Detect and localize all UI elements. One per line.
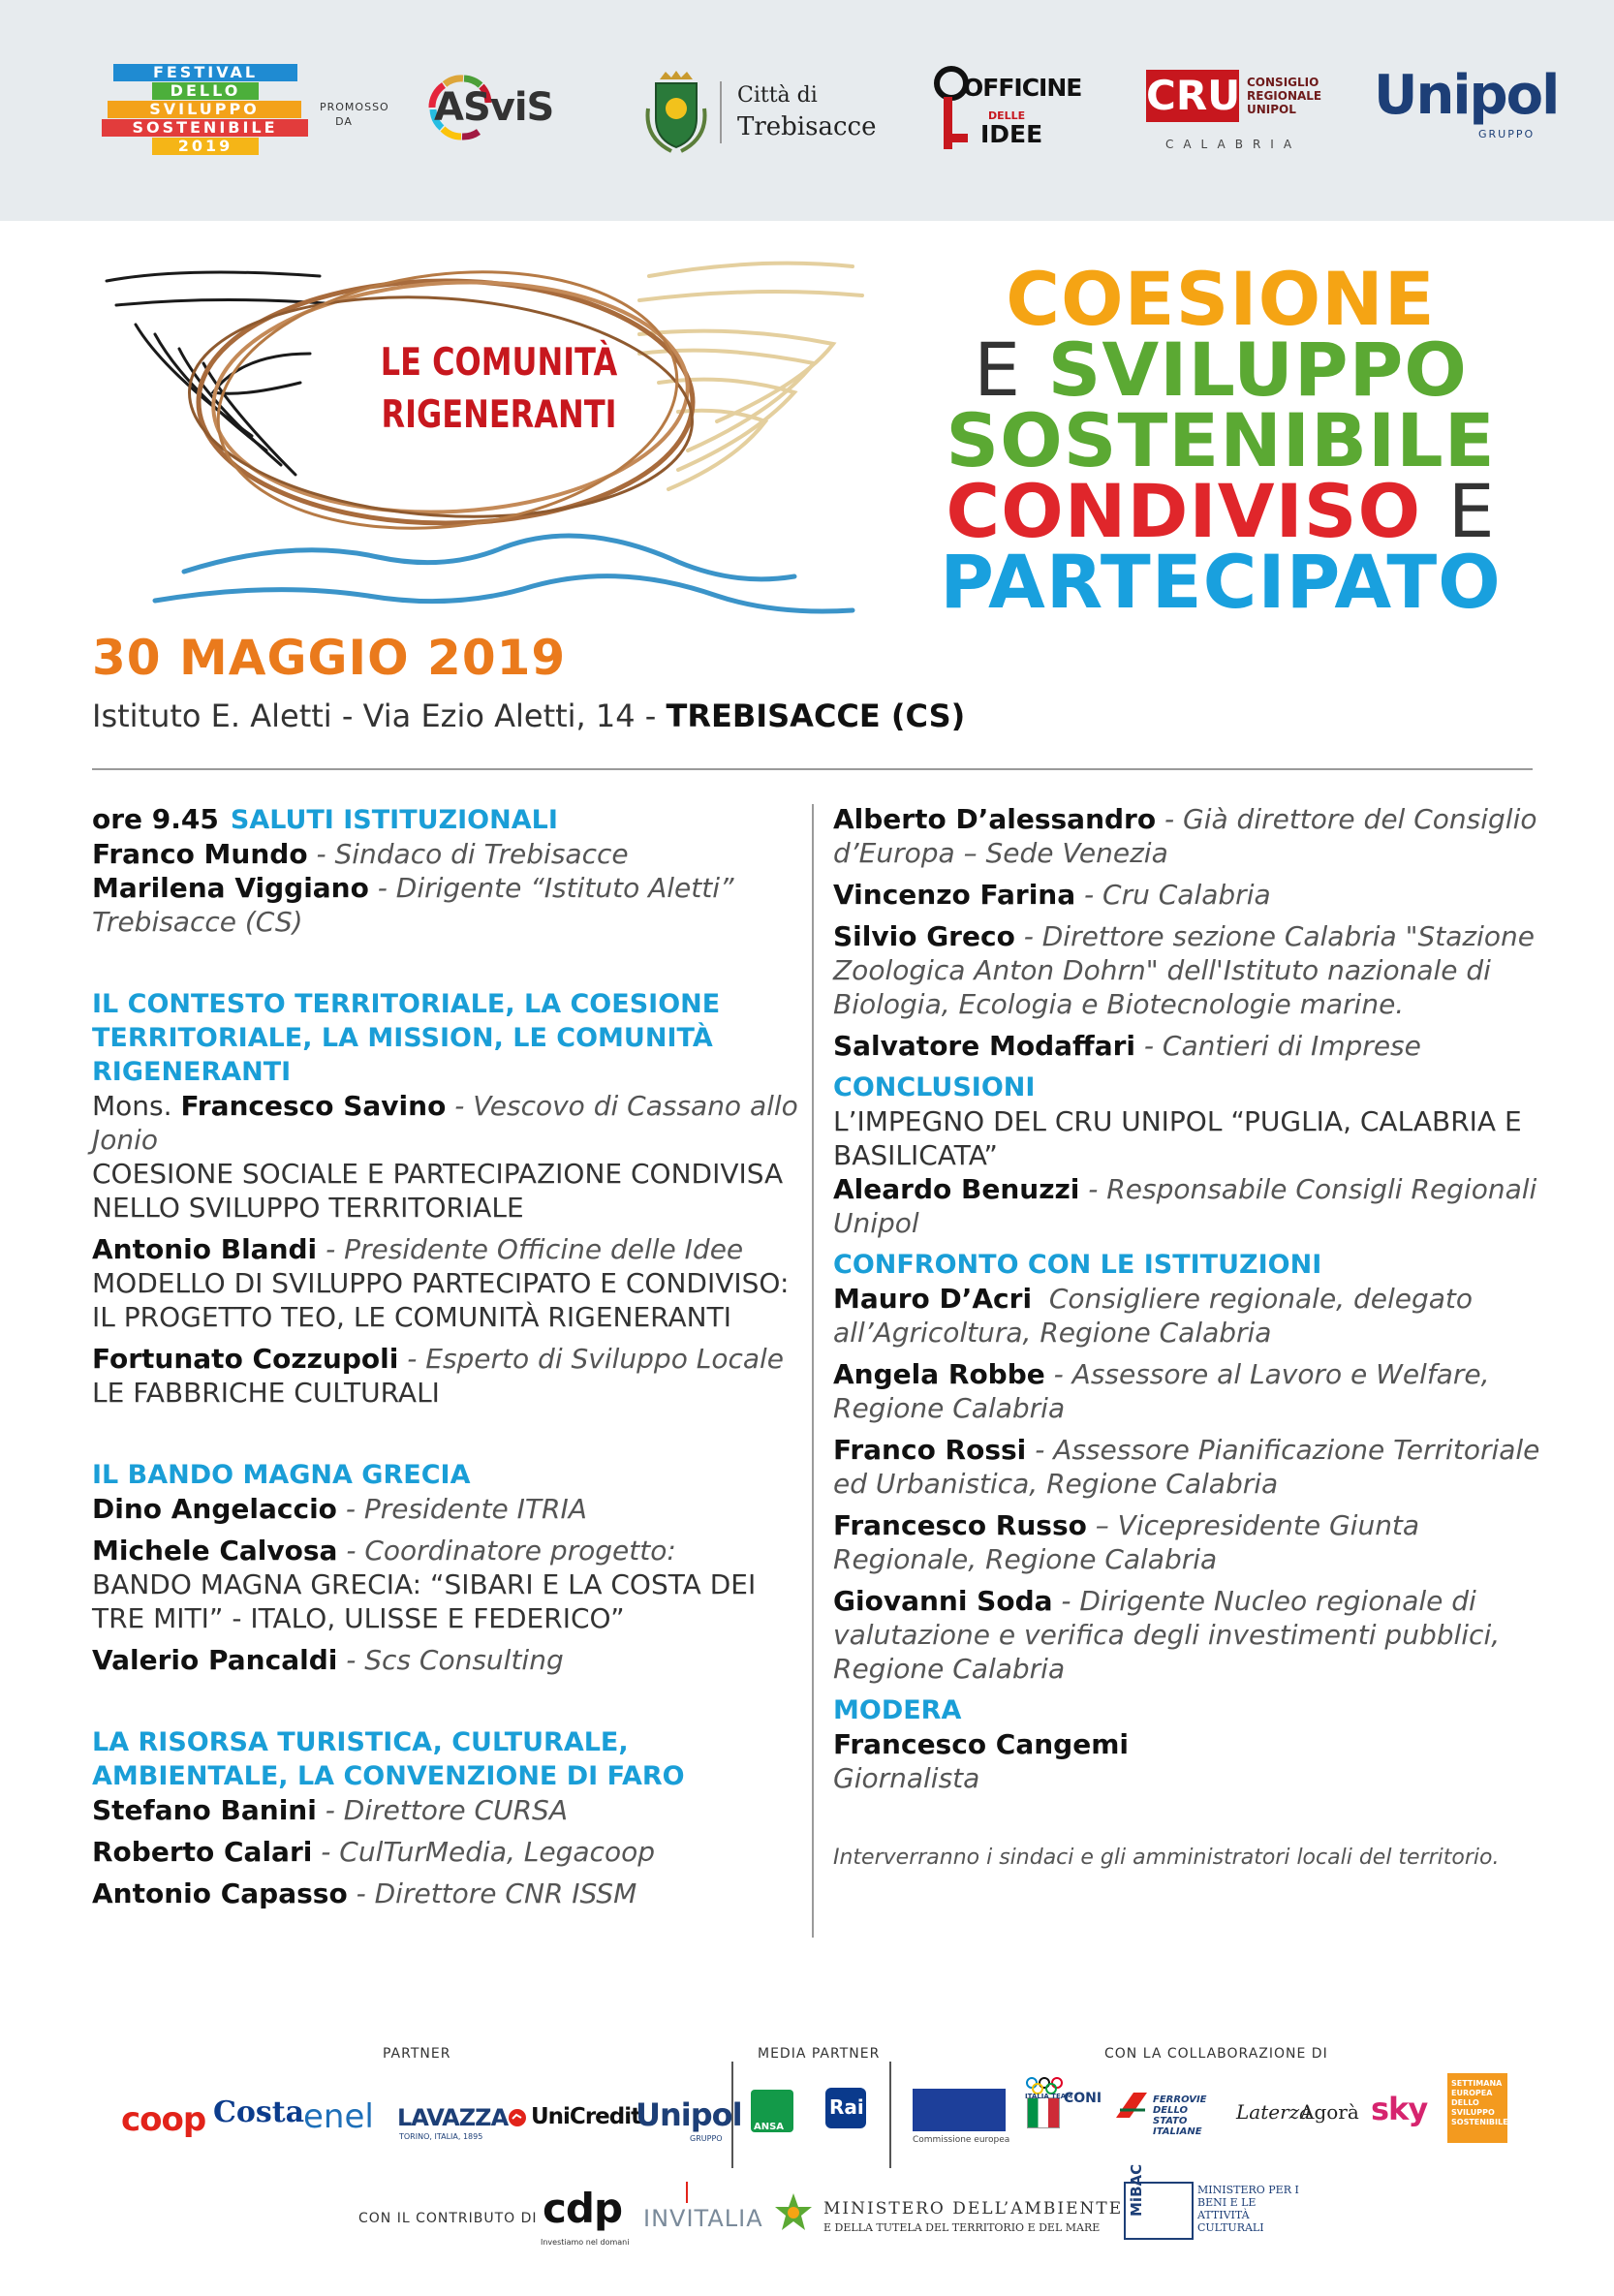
unicredit-logo: UniCredit <box>531 2104 641 2129</box>
promosso-da-label: PROMOSSO DA <box>320 101 389 128</box>
unipol-footer-sub: GRUPPO <box>690 2134 723 2143</box>
section-heading: IL BANDO MAGNA GRECIA <box>92 1460 471 1490</box>
ministero-ambiente-star-icon <box>773 2191 814 2232</box>
speaker-name: Angela Robbe <box>833 1358 1045 1390</box>
speaker-name: Franco Rossi <box>833 1434 1027 1466</box>
trebisacce-logo-divider <box>720 81 722 143</box>
speaker-role: - Direttore CNR ISSM <box>356 1877 637 1909</box>
program-section-relatori <box>833 802 1540 1063</box>
speaker-role: - Assessore Pianificazione Territoriale ed Urbanistica, Regione Calabria <box>833 1434 1540 1500</box>
headline-line-sviluppo <box>911 326 1531 413</box>
citta-di-text: Città di <box>737 83 818 108</box>
speaker-name: Antonio Blandi <box>92 1233 318 1265</box>
speaker-name: Mauro D’Acri <box>833 1283 1033 1315</box>
speaker-name: Silvio Greco <box>833 920 1015 952</box>
program-footnote: Interverranno i sindaci e gli amministratori locali del territorio. <box>833 1846 1500 1870</box>
speaker-entry <box>833 1282 1540 1350</box>
spacer <box>92 1685 809 1725</box>
column-divider <box>812 804 814 1938</box>
event-city: TREBISACCE (CS) <box>666 698 966 734</box>
ministero-ambiente-logo: MINISTERO DELL’AMBIENTE <box>823 2199 1124 2218</box>
section-heading: IL CONTESTO TERRITORIALE, LA COESIONE TERRITORIALE, LA MISSION, LE COMUNITÀ RIGENERANTI <box>92 989 721 1087</box>
ferrovie-mark-icon <box>1112 2089 1151 2122</box>
festival-logo-line: SVILUPPO <box>108 101 301 118</box>
program-section-modera <box>833 1693 1540 1795</box>
unipol-footer-logo: Unipol <box>636 2096 742 2133</box>
speaker-entry <box>833 1172 1540 1240</box>
contributo-caption: CON IL CONTRIBUTO DI <box>358 2211 538 2226</box>
program-section-risorsa <box>92 1725 809 1910</box>
speaker-prefix: Mons. <box>92 1090 172 1122</box>
enel-logo: enel <box>303 2097 374 2136</box>
speaker-name: Francesco Russo <box>833 1509 1087 1541</box>
session-time: ore 9.45 <box>92 803 219 835</box>
cru-logo-mark: CRU <box>1146 70 1239 122</box>
collaborazione-caption: CON LA COLLABORAZIONE DI <box>1104 2046 1328 2062</box>
talk-topic: COESIONE SOCIALE E PARTECIPAZIONE CONDIVISA NELLO SVILUPPO TERRITORIALE <box>92 1158 784 1224</box>
mibac-logo: MiBAC <box>1128 2163 1145 2217</box>
speaker-entry <box>92 1089 809 1225</box>
speaker-role: - Presidente Officine delle Idee <box>326 1233 744 1265</box>
italia-team-text: ITALIA TEAM <box>1025 2093 1073 2100</box>
speaker-role: Giornalista <box>833 1762 980 1794</box>
speaker-entry <box>92 1534 809 1635</box>
speaker-name: Antonio Capasso <box>92 1877 348 1909</box>
speaker-role: - Direttore CURSA <box>325 1794 568 1826</box>
speaker-entry <box>92 1793 809 1827</box>
trebisacce-text: Trebisacce <box>737 112 877 141</box>
program-left-column <box>92 802 809 1918</box>
cdp-logo-sub: Investiamo nel domani <box>541 2238 630 2247</box>
headline-word: SVILUPPO <box>1047 326 1468 413</box>
event-venue: Istituto E. Aletti - Via Ezio Aletti, 14 - <box>92 698 657 734</box>
speaker-role: - Scs Consulting <box>346 1644 564 1676</box>
speaker-role: - Sindaco di Trebisacce <box>316 838 629 870</box>
sky-logo: sky <box>1371 2091 1428 2127</box>
speaker-name: Aleardo Benuzzi <box>833 1173 1080 1205</box>
costa-logo: Costa <box>213 2095 305 2129</box>
talk-topic: L’IMPEGNO DEL CRU UNIPOL “PUGLIA, CALABRIA E BASILICATA” <box>833 1105 1522 1171</box>
festival-logo-line: FESTIVAL <box>113 64 297 81</box>
speaker-role: Consigliere regionale, delegato all’Agricoltura, Regione Calabria <box>833 1283 1474 1349</box>
program-section-confronto <box>833 1248 1540 1686</box>
ansa-logo: ANSA <box>754 2122 785 2132</box>
speaker-role: - Dirigente Nucleo regionale di valutazione e verifica degli investimenti pubblici, Regione Calabria <box>833 1585 1501 1685</box>
speaker-entry <box>833 802 1540 870</box>
speaker-name: Alberto D’alessandro <box>833 803 1157 835</box>
invitalia-logo: INVITALIA <box>643 2205 763 2232</box>
speaker-role: - Esperto di Sviluppo Locale <box>407 1343 785 1375</box>
speaker-entry <box>92 1342 809 1410</box>
invitalia-mark <box>686 2182 688 2203</box>
event-headline <box>911 256 1531 625</box>
headline-line-coesione: COESIONE <box>1006 256 1436 342</box>
footer-divider <box>889 2062 891 2168</box>
speaker-name: Francesco Savino <box>180 1090 447 1122</box>
section-heading: CONFRONTO CON LE ISTITUZIONI <box>833 1250 1322 1280</box>
speaker-role: - Assessore al Lavoro e Welfare, Regione Calabria <box>833 1358 1490 1424</box>
speaker-role: - Dirigente “Istituto Aletti” Trebisacce (CS) <box>92 872 734 938</box>
speaker-name: Stefano Banini <box>92 1794 317 1826</box>
lavazza-logo-sub: TORINO, ITALIA, 1895 <box>399 2132 483 2141</box>
idee-text: IDEE <box>980 120 1043 148</box>
program-section-saluti <box>92 802 809 939</box>
officine-delle-idee-logo <box>932 64 1082 155</box>
speaker-entry <box>92 1492 809 1526</box>
speaker-entry <box>92 1232 809 1334</box>
unipol-logo-text: Unipol <box>1374 64 1559 127</box>
officine-text: OFFICINE <box>963 74 1082 102</box>
spacer <box>92 1417 809 1458</box>
ministero-ambiente-sub: E DELLA TUTELA DEL TERRITORIO E DEL MARE <box>823 2221 1101 2234</box>
speaker-name: Roberto Calari <box>92 1836 313 1868</box>
speaker-entry <box>92 871 809 939</box>
speaker-role: - Direttore sezione Calabria "Stazione Zoologica Anton Dohrn" dell'Istituto nazionale di Biologia, Ecologia e Biotecnologie marine. <box>833 920 1535 1020</box>
spacer <box>92 946 809 987</box>
talk-topic: MODELLO DI SVILUPPO PARTECIPATO E CONDIVISO: IL PROGETTO TEO, LE COMUNITÀ RIGENERANTI <box>92 1267 790 1333</box>
speaker-role: - Responsabile Consigli Regionali Unipol <box>833 1173 1537 1239</box>
hero-label-line: LE COMUNITÀ <box>380 341 618 385</box>
speaker-name: Salvatore Modaffari <box>833 1030 1135 1062</box>
speaker-name: Dino Angelaccio <box>92 1493 337 1525</box>
agora-logo: Agorà <box>1300 2100 1359 2124</box>
headline-word: CONDIVISO <box>946 468 1422 554</box>
speaker-role: - Cantieri di Imprese <box>1143 1030 1421 1062</box>
speaker-role: - Cru Calabria <box>1084 879 1271 911</box>
program-section-contesto <box>92 987 809 1410</box>
settimana-europea-logo: SETTIMANA EUROPEA DELLO SVILUPPO SOSTENIBILE <box>1451 2079 1508 2126</box>
speaker-name: Marilena Viggiano <box>92 872 369 904</box>
ferrovie-logo: FERROVIE DELLO STATO ITALIANE <box>1153 2094 1207 2137</box>
lavazza-logo: LAVAZZA <box>397 2104 509 2131</box>
delle-text: DELLE <box>988 109 1026 122</box>
unicredit-mark-icon <box>508 2108 527 2127</box>
section-heading: SALUTI ISTITUZIONALI <box>230 805 558 835</box>
partner-caption: PARTNER <box>383 2046 451 2062</box>
trebisacce-crest-icon <box>642 70 710 157</box>
speaker-entry <box>833 878 1540 912</box>
speaker-role: - CulTurMedia, Legacoop <box>321 1836 655 1868</box>
speaker-role: - Coordinatore progetto: <box>346 1535 676 1567</box>
speaker-entry <box>833 1433 1540 1501</box>
program-right-column <box>833 802 1540 1873</box>
talk-topic: LE FABBRICHE CULTURALI <box>92 1377 440 1409</box>
speaker-entry <box>833 1357 1540 1425</box>
coni-logo: CONI <box>1064 2091 1102 2106</box>
speaker-name: Vincenzo Farina <box>833 879 1076 911</box>
asvis-logo <box>415 64 554 151</box>
speaker-entry <box>833 919 1540 1021</box>
festival-logo-line: DELLO <box>152 82 259 100</box>
speaker-entry <box>92 1643 809 1677</box>
media-partner-caption: MEDIA PARTNER <box>758 2046 881 2062</box>
speaker-name: Giovanni Soda <box>833 1585 1053 1617</box>
festival-logo-line: 2019 <box>152 138 259 155</box>
festival-sviluppo-sostenibile-logo <box>102 64 308 156</box>
cru-logo-subtitle: CONSIGLIO REGIONALE UNIPOL <box>1247 76 1322 116</box>
festival-logo-line: SOSTENIBILE <box>102 119 308 137</box>
italia-team-shield <box>1027 2097 1060 2128</box>
cru-unipol-logo <box>1146 70 1330 157</box>
section-heading: LA RISORSA TURISTICA, CULTURALE, AMBIENTALE, LA CONVENZIONE DI FARO <box>92 1727 685 1791</box>
speaker-entry <box>92 1877 809 1910</box>
citta-di-trebisacce-logo <box>642 70 875 157</box>
speaker-name: Michele Calvosa <box>92 1535 338 1567</box>
unipol-gruppo-logo <box>1374 64 1559 151</box>
speaker-entry <box>833 1029 1540 1063</box>
section-heading: MODERA <box>833 1695 962 1725</box>
speaker-name: Francesco Cangemi <box>833 1728 1129 1760</box>
headline-line-condiviso <box>911 468 1531 554</box>
speaker-name: Valerio Pancaldi <box>92 1644 338 1676</box>
speaker-entry <box>833 1508 1540 1576</box>
unipol-logo-sub: GRUPPO <box>1478 128 1536 140</box>
speaker-entry <box>833 1584 1540 1686</box>
sponsor-header <box>0 0 1614 221</box>
headline-line-sostenibile: SOSTENIBILE <box>946 397 1496 483</box>
rai-logo: Rai <box>829 2095 864 2119</box>
speaker-role: - Già direttore del Consiglio d’Europa – Sede Venezia <box>833 803 1537 869</box>
event-date: 30 MAGGIO 2019 <box>92 630 567 686</box>
speaker-entry <box>92 837 809 871</box>
speaker-role: – Vicepresidente Giunta Regionale, Regione Calabria <box>833 1509 1420 1575</box>
program-section-conclusioni <box>833 1070 1540 1240</box>
cru-logo-region: CALABRIA <box>1164 138 1302 151</box>
coop-logo: coop <box>121 2100 206 2139</box>
hero-label-line: RIGENERANTI <box>381 393 617 437</box>
talk-topic: BANDO MAGNA GRECIA: “SIBARI E LA COSTA DEI TRE MITI” - ITALO, ULISSE E FEDERICO” <box>92 1568 757 1634</box>
commissione-europea-flag <box>913 2089 1006 2131</box>
spacer <box>833 1803 1540 1844</box>
program-section-bando <box>92 1458 809 1677</box>
commissione-europea-logo: Commissione europea <box>913 2135 1010 2145</box>
asvis-logo-text: ASviS <box>434 85 554 130</box>
speaker-name: Franco Mundo <box>92 838 308 870</box>
headline-line-partecipato: PARTECIPATO <box>940 539 1502 625</box>
speaker-role: - Vescovo di Cassano allo Jonio <box>92 1090 798 1156</box>
section-heading: CONCLUSIONI <box>833 1072 1036 1102</box>
speaker-name: Fortunato Cozzupoli <box>92 1343 399 1375</box>
headline-word: E <box>974 326 1022 413</box>
event-location <box>92 698 965 734</box>
speaker-entry <box>92 1835 809 1869</box>
le-comunita-rigeneranti-label <box>376 337 622 442</box>
section-divider <box>92 768 1533 770</box>
headline-word: E <box>1447 468 1496 554</box>
laterza-logo: Laterza <box>1236 2100 1312 2124</box>
cdp-logo: cdp <box>543 2185 623 2232</box>
speaker-role: - Presidente ITRIA <box>345 1493 587 1525</box>
mibac-logo-text: MINISTERO PER I BENI E LE ATTIVITÀ CULTURALI <box>1197 2184 1299 2234</box>
